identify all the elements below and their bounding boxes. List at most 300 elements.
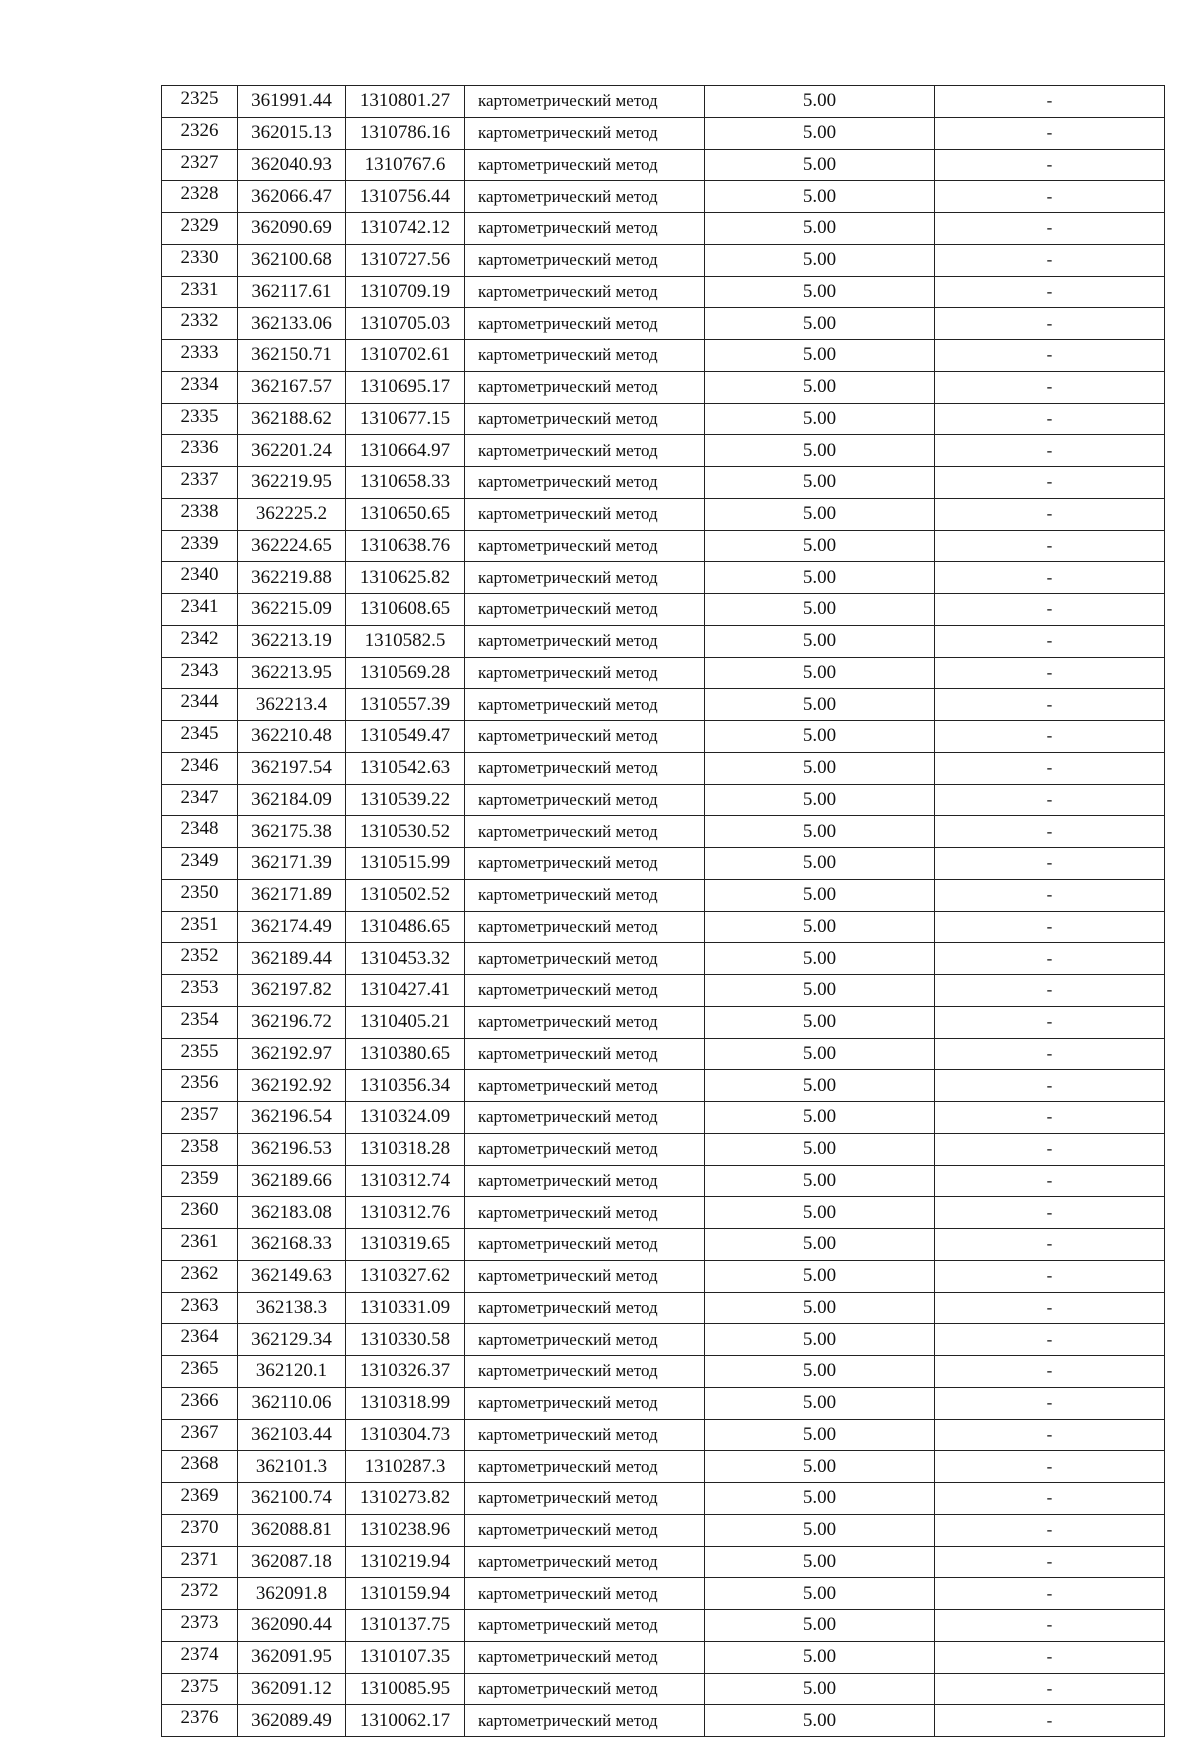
cell-y-coordinate: 1310664.97	[346, 435, 465, 467]
cell-point-number: 2370	[162, 1514, 238, 1546]
cell-note: -	[935, 181, 1165, 213]
table-row	[162, 784, 1165, 816]
cell-x-coordinate: 362110.06	[238, 1387, 346, 1419]
cell-note: -	[935, 371, 1165, 403]
cell-note: -	[935, 117, 1165, 149]
cell-y-coordinate: 1310304.73	[346, 1419, 465, 1451]
cell-point-number: 2356	[162, 1070, 238, 1102]
cell-point-number: 2328	[162, 181, 238, 213]
cell-method: картометрический метод	[465, 1292, 705, 1324]
cell-point-number: 2369	[162, 1483, 238, 1515]
cell-x-coordinate: 362189.44	[238, 943, 346, 975]
cell-point-number: 2365	[162, 1356, 238, 1388]
table-row	[162, 657, 1165, 689]
cell-note: -	[935, 1673, 1165, 1705]
cell-y-coordinate: 1310319.65	[346, 1229, 465, 1261]
cell-x-coordinate: 362100.74	[238, 1483, 346, 1515]
cell-accuracy: 5.00	[705, 1356, 935, 1388]
cell-accuracy: 5.00	[705, 625, 935, 657]
cell-method: картометрический метод	[465, 1578, 705, 1610]
cell-point-number: 2374	[162, 1641, 238, 1673]
cell-y-coordinate: 1310515.99	[346, 848, 465, 880]
cell-method: картометрический метод	[465, 1260, 705, 1292]
cell-note: -	[935, 657, 1165, 689]
cell-x-coordinate: 362196.53	[238, 1133, 346, 1165]
cell-note: -	[935, 1165, 1165, 1197]
cell-note: -	[935, 1641, 1165, 1673]
cell-method: картометрический метод	[465, 943, 705, 975]
table-row	[162, 848, 1165, 880]
cell-point-number: 2371	[162, 1546, 238, 1578]
cell-method: картометрический метод	[465, 1673, 705, 1705]
cell-note: -	[935, 435, 1165, 467]
cell-accuracy: 5.00	[705, 1451, 935, 1483]
cell-point-number: 2366	[162, 1387, 238, 1419]
cell-method: картометрический метод	[465, 340, 705, 372]
cell-x-coordinate: 362129.34	[238, 1324, 346, 1356]
cell-method: картометрический метод	[465, 752, 705, 784]
cell-note: -	[935, 1006, 1165, 1038]
cell-point-number: 2360	[162, 1197, 238, 1229]
table-row	[162, 1133, 1165, 1165]
table-row	[162, 1165, 1165, 1197]
cell-note: -	[935, 752, 1165, 784]
cell-accuracy: 5.00	[705, 975, 935, 1007]
cell-note: -	[935, 1610, 1165, 1642]
cell-note: -	[935, 816, 1165, 848]
cell-x-coordinate: 362015.13	[238, 117, 346, 149]
cell-point-number: 2367	[162, 1419, 238, 1451]
cell-y-coordinate: 1310318.99	[346, 1387, 465, 1419]
cell-accuracy: 5.00	[705, 1260, 935, 1292]
cell-point-number: 2353	[162, 975, 238, 1007]
table-row	[162, 1546, 1165, 1578]
cell-x-coordinate: 362213.19	[238, 625, 346, 657]
cell-accuracy: 5.00	[705, 1546, 935, 1578]
cell-y-coordinate: 1310380.65	[346, 1038, 465, 1070]
cell-method: картометрический метод	[465, 879, 705, 911]
table-row	[162, 86, 1165, 118]
table-row	[162, 911, 1165, 943]
cell-accuracy: 5.00	[705, 498, 935, 530]
table-row	[162, 1229, 1165, 1261]
cell-point-number: 2326	[162, 117, 238, 149]
cell-note: -	[935, 213, 1165, 245]
cell-note: -	[935, 1451, 1165, 1483]
cell-accuracy: 5.00	[705, 1578, 935, 1610]
cell-x-coordinate: 362090.44	[238, 1610, 346, 1642]
cell-point-number: 2375	[162, 1673, 238, 1705]
cell-method: картометрический метод	[465, 657, 705, 689]
table-row	[162, 498, 1165, 530]
table-row	[162, 1038, 1165, 1070]
cell-note: -	[935, 308, 1165, 340]
cell-point-number: 2336	[162, 435, 238, 467]
cell-x-coordinate: 362174.49	[238, 911, 346, 943]
cell-x-coordinate: 362091.8	[238, 1578, 346, 1610]
cell-y-coordinate: 1310318.28	[346, 1133, 465, 1165]
cell-accuracy: 5.00	[705, 117, 935, 149]
cell-note: -	[935, 340, 1165, 372]
table-row	[162, 435, 1165, 467]
cell-method: картометрический метод	[465, 276, 705, 308]
table-row	[162, 1673, 1165, 1705]
cell-point-number: 2330	[162, 244, 238, 276]
cell-method: картометрический метод	[465, 625, 705, 657]
cell-y-coordinate: 1310557.39	[346, 689, 465, 721]
cell-method: картометрический метод	[465, 848, 705, 880]
table-row	[162, 1610, 1165, 1642]
table-row	[162, 1356, 1165, 1388]
cell-method: картометрический метод	[465, 816, 705, 848]
cell-point-number: 2337	[162, 467, 238, 499]
cell-note: -	[935, 149, 1165, 181]
cell-point-number: 2352	[162, 943, 238, 975]
cell-y-coordinate: 1310486.65	[346, 911, 465, 943]
table-row	[162, 1514, 1165, 1546]
cell-x-coordinate: 362088.81	[238, 1514, 346, 1546]
cell-x-coordinate: 362117.61	[238, 276, 346, 308]
table-row	[162, 1483, 1165, 1515]
cell-y-coordinate: 1310767.6	[346, 149, 465, 181]
cell-y-coordinate: 1310238.96	[346, 1514, 465, 1546]
cell-point-number: 2358	[162, 1133, 238, 1165]
cell-y-coordinate: 1310695.17	[346, 371, 465, 403]
table-row	[162, 625, 1165, 657]
cell-accuracy: 5.00	[705, 1229, 935, 1261]
table-row	[162, 1070, 1165, 1102]
cell-x-coordinate: 362149.63	[238, 1260, 346, 1292]
cell-x-coordinate: 362215.09	[238, 594, 346, 626]
table-row	[162, 213, 1165, 245]
cell-note: -	[935, 911, 1165, 943]
table-row	[162, 943, 1165, 975]
cell-accuracy: 5.00	[705, 181, 935, 213]
cell-accuracy: 5.00	[705, 276, 935, 308]
table-row	[162, 752, 1165, 784]
cell-note: -	[935, 1483, 1165, 1515]
cell-point-number: 2342	[162, 625, 238, 657]
cell-method: картометрический метод	[465, 1133, 705, 1165]
cell-method: картометрический метод	[465, 530, 705, 562]
cell-method: картометрический метод	[465, 308, 705, 340]
cell-accuracy: 5.00	[705, 530, 935, 562]
cell-y-coordinate: 1310502.52	[346, 879, 465, 911]
cell-point-number: 2338	[162, 498, 238, 530]
cell-note: -	[935, 879, 1165, 911]
cell-method: картометрический метод	[465, 403, 705, 435]
cell-x-coordinate: 362150.71	[238, 340, 346, 372]
cell-accuracy: 5.00	[705, 1165, 935, 1197]
cell-x-coordinate: 362040.93	[238, 149, 346, 181]
table-row	[162, 975, 1165, 1007]
cell-x-coordinate: 362224.65	[238, 530, 346, 562]
cell-y-coordinate: 1310658.33	[346, 467, 465, 499]
cell-point-number: 2349	[162, 848, 238, 880]
cell-method: картометрический метод	[465, 594, 705, 626]
cell-note: -	[935, 1324, 1165, 1356]
cell-point-number: 2327	[162, 149, 238, 181]
cell-x-coordinate: 362138.3	[238, 1292, 346, 1324]
table-row	[162, 816, 1165, 848]
cell-x-coordinate: 362188.62	[238, 403, 346, 435]
cell-accuracy: 5.00	[705, 1673, 935, 1705]
table-row	[162, 721, 1165, 753]
cell-accuracy: 5.00	[705, 149, 935, 181]
cell-point-number: 2362	[162, 1260, 238, 1292]
cell-x-coordinate: 362197.54	[238, 752, 346, 784]
cell-x-coordinate: 362192.92	[238, 1070, 346, 1102]
cell-point-number: 2357	[162, 1102, 238, 1134]
cell-note: -	[935, 1133, 1165, 1165]
cell-point-number: 2346	[162, 752, 238, 784]
cell-note: -	[935, 403, 1165, 435]
table-row	[162, 117, 1165, 149]
cell-note: -	[935, 562, 1165, 594]
table-row	[162, 1419, 1165, 1451]
cell-note: -	[935, 848, 1165, 880]
cell-x-coordinate: 362089.49	[238, 1705, 346, 1737]
cell-accuracy: 5.00	[705, 1133, 935, 1165]
cell-y-coordinate: 1310742.12	[346, 213, 465, 245]
table-row	[162, 594, 1165, 626]
cell-note: -	[935, 1546, 1165, 1578]
coordinates-table-body	[162, 86, 1165, 1737]
cell-point-number: 2348	[162, 816, 238, 848]
cell-method: картометрический метод	[465, 1387, 705, 1419]
cell-point-number: 2344	[162, 689, 238, 721]
cell-accuracy: 5.00	[705, 848, 935, 880]
cell-method: картометрический метод	[465, 784, 705, 816]
cell-point-number: 2340	[162, 562, 238, 594]
cell-y-coordinate: 1310539.22	[346, 784, 465, 816]
cell-y-coordinate: 1310159.94	[346, 1578, 465, 1610]
cell-note: -	[935, 276, 1165, 308]
cell-x-coordinate: 361991.44	[238, 86, 346, 118]
cell-method: картометрический метод	[465, 86, 705, 118]
cell-y-coordinate: 1310453.32	[346, 943, 465, 975]
cell-x-coordinate: 362210.48	[238, 721, 346, 753]
cell-accuracy: 5.00	[705, 371, 935, 403]
cell-point-number: 2350	[162, 879, 238, 911]
cell-method: картометрический метод	[465, 1070, 705, 1102]
cell-note: -	[935, 943, 1165, 975]
cell-y-coordinate: 1310137.75	[346, 1610, 465, 1642]
cell-y-coordinate: 1310330.58	[346, 1324, 465, 1356]
cell-accuracy: 5.00	[705, 1641, 935, 1673]
cell-x-coordinate: 362219.95	[238, 467, 346, 499]
cell-x-coordinate: 362091.12	[238, 1673, 346, 1705]
cell-accuracy: 5.00	[705, 689, 935, 721]
cell-method: картометрический метод	[465, 1038, 705, 1070]
table-row	[162, 340, 1165, 372]
cell-point-number: 2339	[162, 530, 238, 562]
cell-y-coordinate: 1310356.34	[346, 1070, 465, 1102]
cell-accuracy: 5.00	[705, 213, 935, 245]
cell-x-coordinate: 362103.44	[238, 1419, 346, 1451]
cell-accuracy: 5.00	[705, 467, 935, 499]
cell-point-number: 2343	[162, 657, 238, 689]
cell-accuracy: 5.00	[705, 594, 935, 626]
cell-note: -	[935, 1578, 1165, 1610]
cell-method: картометрический метод	[465, 1483, 705, 1515]
cell-y-coordinate: 1310549.47	[346, 721, 465, 753]
table-row	[162, 181, 1165, 213]
cell-note: -	[935, 467, 1165, 499]
cell-x-coordinate: 362171.39	[238, 848, 346, 880]
cell-point-number: 2329	[162, 213, 238, 245]
cell-x-coordinate: 362090.69	[238, 213, 346, 245]
cell-note: -	[935, 530, 1165, 562]
table-row	[162, 308, 1165, 340]
cell-x-coordinate: 362066.47	[238, 181, 346, 213]
cell-point-number: 2334	[162, 371, 238, 403]
cell-point-number: 2341	[162, 594, 238, 626]
cell-x-coordinate: 362100.68	[238, 244, 346, 276]
table-row	[162, 1641, 1165, 1673]
cell-method: картометрический метод	[465, 1102, 705, 1134]
table-row	[162, 371, 1165, 403]
cell-accuracy: 5.00	[705, 435, 935, 467]
cell-note: -	[935, 1038, 1165, 1070]
cell-y-coordinate: 1310312.76	[346, 1197, 465, 1229]
cell-method: картометрический метод	[465, 1197, 705, 1229]
cell-method: картометрический метод	[465, 1419, 705, 1451]
cell-accuracy: 5.00	[705, 244, 935, 276]
cell-method: картометрический метод	[465, 117, 705, 149]
cell-point-number: 2364	[162, 1324, 238, 1356]
cell-point-number: 2359	[162, 1165, 238, 1197]
cell-point-number: 2368	[162, 1451, 238, 1483]
cell-accuracy: 5.00	[705, 1610, 935, 1642]
table-row	[162, 1006, 1165, 1038]
cell-accuracy: 5.00	[705, 657, 935, 689]
cell-y-coordinate: 1310608.65	[346, 594, 465, 626]
cell-point-number: 2373	[162, 1610, 238, 1642]
cell-method: картометрический метод	[465, 1451, 705, 1483]
table-row	[162, 467, 1165, 499]
cell-method: картометрический метод	[465, 721, 705, 753]
table-row	[162, 1705, 1165, 1737]
cell-y-coordinate: 1310756.44	[346, 181, 465, 213]
cell-method: картометрический метод	[465, 213, 705, 245]
cell-method: картометрический метод	[465, 1641, 705, 1673]
cell-note: -	[935, 498, 1165, 530]
cell-method: картометрический метод	[465, 689, 705, 721]
cell-accuracy: 5.00	[705, 1514, 935, 1546]
cell-x-coordinate: 362133.06	[238, 308, 346, 340]
table-row	[162, 879, 1165, 911]
cell-accuracy: 5.00	[705, 1324, 935, 1356]
cell-y-coordinate: 1310107.35	[346, 1641, 465, 1673]
cell-note: -	[935, 1292, 1165, 1324]
cell-method: картометрический метод	[465, 1324, 705, 1356]
cell-note: -	[935, 1229, 1165, 1261]
cell-accuracy: 5.00	[705, 1038, 935, 1070]
cell-y-coordinate: 1310582.5	[346, 625, 465, 657]
cell-note: -	[935, 1102, 1165, 1134]
cell-note: -	[935, 625, 1165, 657]
cell-x-coordinate: 362225.2	[238, 498, 346, 530]
cell-y-coordinate: 1310530.52	[346, 816, 465, 848]
cell-point-number: 2355	[162, 1038, 238, 1070]
cell-point-number: 2351	[162, 911, 238, 943]
cell-accuracy: 5.00	[705, 1705, 935, 1737]
cell-note: -	[935, 1356, 1165, 1388]
cell-accuracy: 5.00	[705, 1102, 935, 1134]
cell-x-coordinate: 362184.09	[238, 784, 346, 816]
table-row	[162, 244, 1165, 276]
cell-point-number: 2372	[162, 1578, 238, 1610]
cell-note: -	[935, 1705, 1165, 1737]
cell-x-coordinate: 362167.57	[238, 371, 346, 403]
table-row	[162, 276, 1165, 308]
cell-x-coordinate: 362120.1	[238, 1356, 346, 1388]
table-row	[162, 1260, 1165, 1292]
cell-x-coordinate: 362175.38	[238, 816, 346, 848]
cell-note: -	[935, 1260, 1165, 1292]
table-row	[162, 1451, 1165, 1483]
cell-y-coordinate: 1310542.63	[346, 752, 465, 784]
cell-note: -	[935, 1387, 1165, 1419]
cell-note: -	[935, 244, 1165, 276]
cell-point-number: 2345	[162, 721, 238, 753]
cell-y-coordinate: 1310331.09	[346, 1292, 465, 1324]
cell-y-coordinate: 1310702.61	[346, 340, 465, 372]
cell-y-coordinate: 1310427.41	[346, 975, 465, 1007]
cell-y-coordinate: 1310219.94	[346, 1546, 465, 1578]
cell-accuracy: 5.00	[705, 86, 935, 118]
cell-method: картометрический метод	[465, 244, 705, 276]
cell-point-number: 2363	[162, 1292, 238, 1324]
cell-accuracy: 5.00	[705, 943, 935, 975]
cell-y-coordinate: 1310677.15	[346, 403, 465, 435]
cell-y-coordinate: 1310727.56	[346, 244, 465, 276]
cell-note: -	[935, 1197, 1165, 1229]
cell-accuracy: 5.00	[705, 752, 935, 784]
table-row	[162, 149, 1165, 181]
cell-accuracy: 5.00	[705, 721, 935, 753]
cell-accuracy: 5.00	[705, 1006, 935, 1038]
cell-y-coordinate: 1310625.82	[346, 562, 465, 594]
cell-note: -	[935, 1419, 1165, 1451]
cell-y-coordinate: 1310273.82	[346, 1483, 465, 1515]
cell-x-coordinate: 362192.97	[238, 1038, 346, 1070]
cell-y-coordinate: 1310312.74	[346, 1165, 465, 1197]
table-row	[162, 1324, 1165, 1356]
cell-accuracy: 5.00	[705, 1197, 935, 1229]
cell-note: -	[935, 594, 1165, 626]
cell-method: картометрический метод	[465, 1514, 705, 1546]
cell-y-coordinate: 1310709.19	[346, 276, 465, 308]
cell-accuracy: 5.00	[705, 562, 935, 594]
table-row	[162, 562, 1165, 594]
cell-accuracy: 5.00	[705, 308, 935, 340]
cell-y-coordinate: 1310705.03	[346, 308, 465, 340]
coordinates-table	[161, 85, 1165, 1737]
cell-x-coordinate: 362219.88	[238, 562, 346, 594]
cell-method: картометрический метод	[465, 1546, 705, 1578]
cell-point-number: 2361	[162, 1229, 238, 1261]
cell-point-number: 2335	[162, 403, 238, 435]
cell-x-coordinate: 362087.18	[238, 1546, 346, 1578]
cell-point-number: 2325	[162, 86, 238, 118]
table-row	[162, 1292, 1165, 1324]
cell-note: -	[935, 689, 1165, 721]
cell-accuracy: 5.00	[705, 403, 935, 435]
cell-point-number: 2331	[162, 276, 238, 308]
cell-accuracy: 5.00	[705, 340, 935, 372]
